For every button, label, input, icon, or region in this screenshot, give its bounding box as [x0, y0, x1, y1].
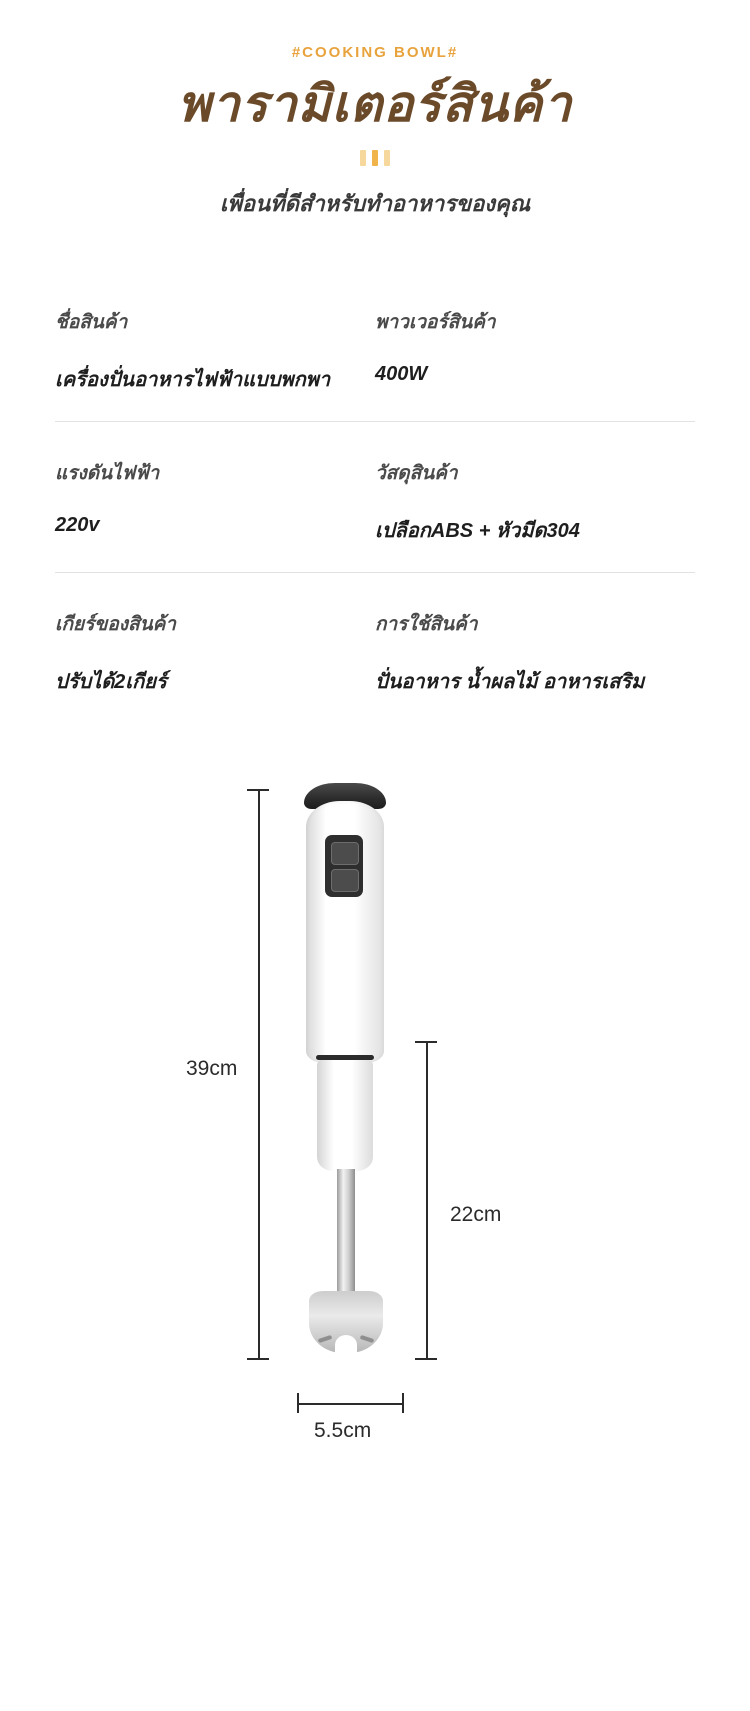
spec-label: แรงดันไฟฟ้า	[55, 463, 160, 484]
shaft-height-label: 22cm	[444, 1201, 507, 1229]
blade-slit-right	[360, 1335, 375, 1343]
speed-button-1	[331, 842, 359, 865]
blender-blade-guard	[309, 1291, 383, 1353]
spec-value: ปรับได้2เกียร์	[55, 671, 167, 693]
spec-label: พาวเวอร์สินค้า	[375, 312, 496, 333]
divider-dot-3	[384, 150, 390, 166]
spec-cell-usage	[375, 609, 695, 697]
spec-cell-power	[375, 307, 695, 395]
spec-cell-material	[375, 458, 695, 546]
blender-button-panel	[325, 835, 363, 897]
product-dimension-diagram	[0, 783, 750, 1483]
blender-illustration	[296, 783, 406, 1363]
spec-value: 400W	[375, 363, 428, 385]
spec-table	[55, 307, 695, 723]
spec-label: เกียร์ของสินค้า	[55, 614, 176, 635]
shaft-height-dim-line	[426, 1041, 428, 1359]
total-height-label: 39cm	[180, 1055, 243, 1083]
blender-lower-body	[317, 1059, 373, 1171]
page-title: พารามิเตอร์สินค้า	[177, 76, 573, 132]
eyebrow-text: #COOKING BOWL#	[291, 44, 459, 61]
spec-label: ชื่อสินค้า	[55, 312, 128, 333]
total-height-dim-line	[258, 789, 260, 1359]
total-height-tick-top	[247, 789, 269, 791]
divider-dot-1	[360, 150, 366, 166]
base-width-tick-right	[402, 1393, 404, 1413]
spec-cell-voltage	[55, 458, 375, 546]
spec-row	[55, 307, 695, 422]
spec-value: ปั่นอาหาร น้ำผลไม้ อาหารเสริม	[375, 671, 645, 693]
divider-dot-2	[372, 150, 378, 166]
base-width-dim-line	[297, 1403, 403, 1405]
blender-seam-ring	[316, 1055, 374, 1060]
base-width-tick-left	[297, 1393, 299, 1413]
spec-value: 220v	[55, 514, 100, 536]
divider-dots	[0, 150, 750, 166]
page-header	[0, 0, 750, 221]
blade-slit-left	[318, 1335, 333, 1343]
shaft-height-tick-top	[415, 1041, 437, 1043]
base-width-label: 5.5cm	[308, 1417, 377, 1445]
spec-row	[55, 422, 695, 573]
total-height-tick-bottom	[247, 1358, 269, 1360]
spec-label: วัสดุสินค้า	[375, 463, 458, 484]
shaft-height-tick-bottom	[415, 1358, 437, 1360]
spec-cell-gears	[55, 609, 375, 697]
spec-cell-name	[55, 307, 375, 395]
page-subtitle: เพื่อนที่ดีสำหรับทำอาหารของคุณ	[219, 191, 531, 216]
spec-value: เครื่องปั่นอาหารไฟฟ้าแบบพกพา	[55, 369, 331, 391]
speed-button-2	[331, 869, 359, 892]
spec-value: เปลือกABS + หัวมีด304	[375, 520, 580, 542]
spec-row	[55, 573, 695, 723]
spec-label: การใช้สินค้า	[375, 614, 478, 635]
blender-shaft	[337, 1169, 355, 1301]
